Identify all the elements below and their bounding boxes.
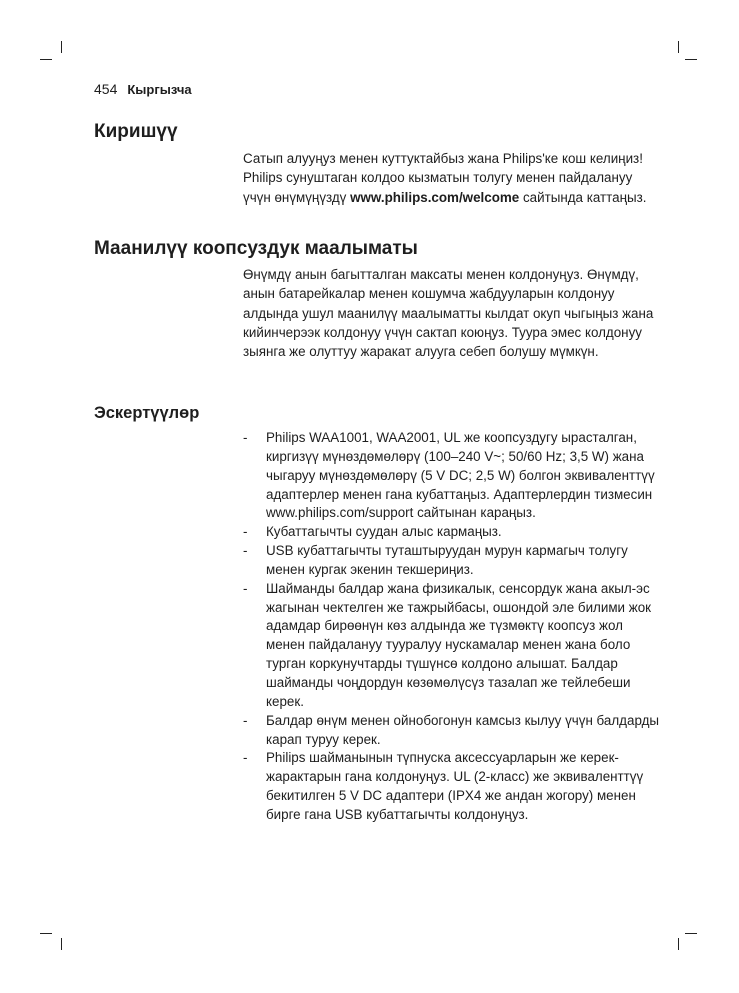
warnings-title: Эскертүүлөр — [94, 404, 200, 422]
page-number: 454 — [94, 81, 118, 97]
bullet: - — [243, 543, 248, 559]
bullet: - — [243, 430, 248, 445]
bullet: - — [243, 524, 248, 540]
safety-paragraph: Өнүмдү анын багытталган максаты менен колдонуңуз. Өнүмдү, анын батарейкалар менен кошумча жабдууларын колдонуу алдында ушул маанилүү маалыматты кылдат окуп чыгыңыз жана кийинчерээк колдонуу үчүн сактап коюңуз. Туура эмес колдонуу зыянга же олуттуу жаракат алууга себеп болушу мүмкүн. — [243, 267, 654, 360]
list-item — [243, 749, 663, 824]
list-item-text: Philips шайманынын түпнуска аксессуарларын же керек-жарактарын гана колдонуңуз. UL (2-класс) же эквиваленттүү бекитилген 5 V DC адаптери (IPX4 же андан жогору) менен бирге гана USB кубаттагычты колдонуңуз. — [266, 750, 644, 822]
list-item-text: USB кубаттагычты туташтыруудан мурун кармагыч толугу менен кургак экенин текшериңиз. — [266, 543, 628, 577]
list-item — [243, 542, 663, 580]
language-label: Кыргызча — [127, 82, 192, 97]
crop-mark — [40, 59, 52, 60]
bullet: - — [243, 712, 248, 728]
crop-mark — [40, 933, 52, 934]
intro-title: Киришүү — [94, 121, 178, 142]
list-item-text: Балдар өнүм менен ойнобогонун камсыз кылуу үчүн балдарды карап туруу керек. — [266, 712, 660, 747]
crop-mark — [685, 933, 697, 934]
safety-title: Маанилүү коопсуздук маалыматы — [94, 238, 418, 259]
bullet: - — [243, 580, 248, 596]
list-item-text: Кубаттагычты суудан алыс кармаңыз. — [266, 524, 502, 540]
list-item — [243, 580, 663, 712]
intro-text: Сатып алууңуз менен куттуктайбыз жана Philips'ке кош келиңиз! Philips сунуштаган колдоо кызматын толугу менен пайдалануу үчүн өнүмүңүздү — [243, 151, 643, 205]
bullet: - — [243, 750, 248, 766]
intro-paragraph — [243, 149, 663, 207]
warnings-list — [243, 429, 663, 825]
crop-mark — [678, 938, 679, 950]
list-item — [243, 523, 663, 542]
intro-text-end: сайтында каттаңыз. — [519, 189, 647, 205]
list-item-text: Шайманды балдар жана физикалык, сенсордук жана акыл-эс жагынан чектелген же тажрыйбасы, ошондой эле билими жок адамдар бирөөнүн көз алдында же түзмөктү коопсуз жол менен пайдалануу тууралуу нускамалар менен жана боло турган коркунучтарды түшүнсө колдоно алышат. Балдар шайманды чоңдордун көзөмөлүсүз тазалап же тейлебеши керек. — [266, 580, 652, 709]
welcome-link[interactable]: www.philips.com/welcome — [350, 189, 520, 205]
crop-mark — [678, 41, 679, 53]
list-item — [243, 712, 663, 750]
crop-mark — [685, 59, 697, 60]
list-item-text: Philips WAA1001, WAA2001, UL же коопсуздугу ырасталган, киргизүү мүнөздөмөлөрү (100–240 V~; 50/60 Hz; 3,5 W) жана чыгаруу мүнөздөмөлөрү (5 V DC; 2,5 W) болгон эквиваленттүү адаптерлер менен гана кубаттаңыз. Адаптерлердин тизмесин www.philips.com/support сайтынан караңыз. — [266, 430, 655, 521]
list-item — [243, 429, 663, 523]
page-header — [94, 81, 192, 97]
crop-mark — [61, 41, 62, 53]
crop-mark — [61, 938, 62, 950]
